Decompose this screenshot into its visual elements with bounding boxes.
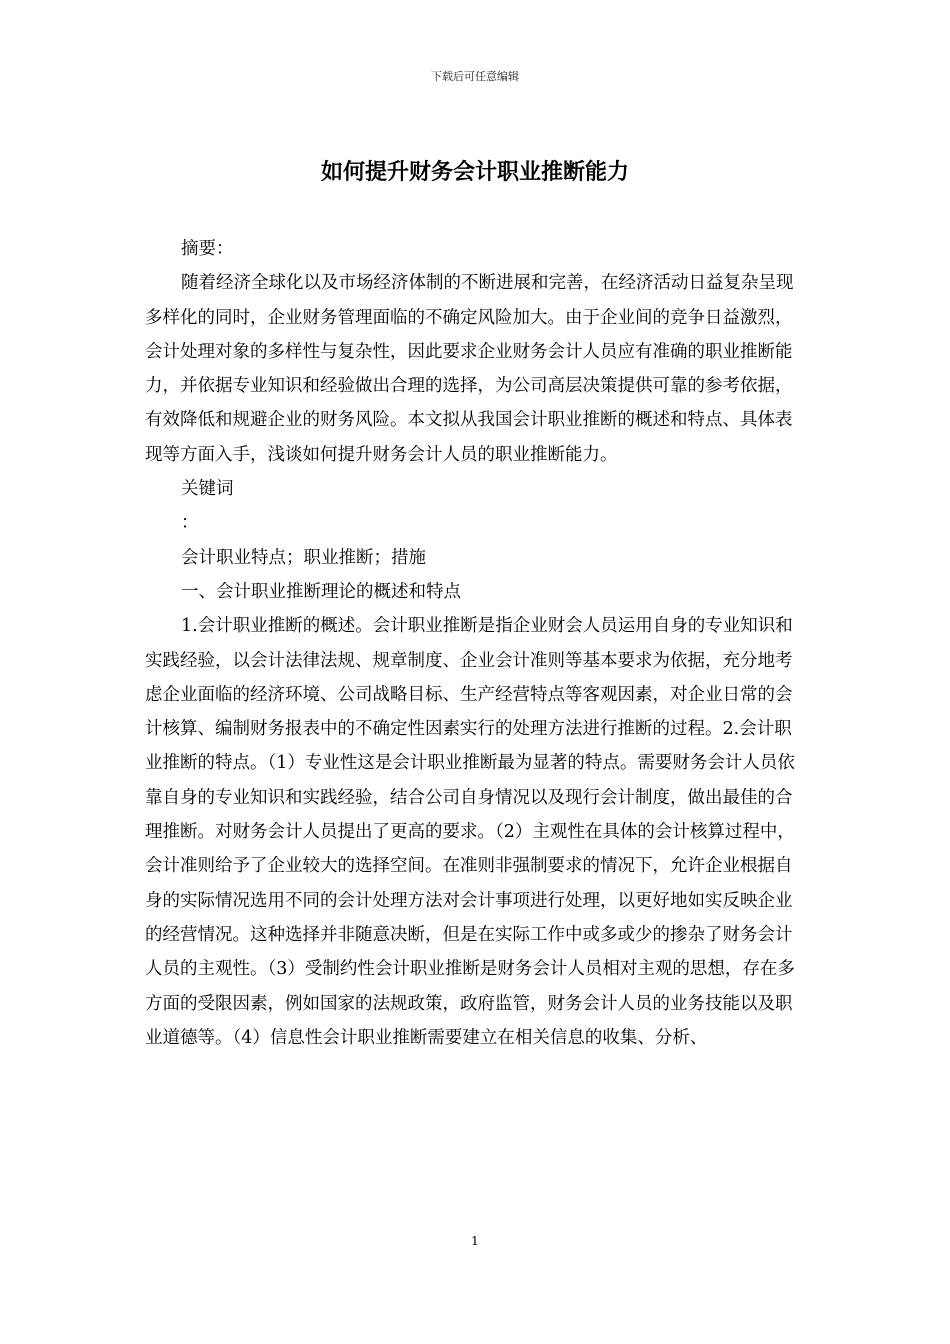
document-body	[145, 232, 805, 1055]
keywords-colon: ：	[181, 513, 199, 534]
section-heading: 一、会计职业推断理论的概述和特点	[181, 581, 461, 602]
keywords-list: 会计职业特点；职业推断；措施	[181, 547, 426, 568]
document-title: 如何提升财务会计职业推断能力	[320, 159, 629, 185]
keywords-label: 关键词	[181, 479, 234, 500]
header-note: 下载后可任意编辑	[431, 70, 519, 83]
abstract-paragraph: 随着经济全球化以及市场经济体制的不断进展和完善，在经济活动日益复杂呈现多样化的同时，企业财务管理面临的不确定风险加大。由于企业间的竞争日益激烈，会计处理对象的多样性与复杂性，因此要求企业财务会计人员应有准确的职业推断能力，并依据专业知识和经验做出合理的选择，为公司高层决策提供可靠的参考依据，有效降低和规避企业的财务风险。本文拟从我国会计职业推断的概述和特点、具体表现等方面入手，浅谈如何提升财务会计人员的职业推断能力。	[145, 273, 794, 465]
abstract-label: 摘要：	[181, 239, 234, 259]
section-paragraph: 1.会计职业推断的概述。会计职业推断是指企业财会人员运用自身的专业知识和实践经验，以会计法律法规、规章制度、企业会计准则等基本要求为依据，充分地考虑企业面临的经济环境、公司战略目标、生产经营特点等客观因素，对企业日常的会计核算、编制财务报表中的不确定性因素实行的处理方法进行推断的过程。2.会计职业推断的特点。（1）专业性这是会计职业推断最为显著的特点。需要财务会计人员依靠自身的专业知识和实践经验，结合公司自身情况以及现行会计制度，做出最佳的合理推断。对财务会计人员提出了更高的要求。（2）主观性在具体的会计核算过程中，会计准则给予了企业较大的选择空间。在准则非强制要求的情况下，允许企业根据自身的实际情况选用不同的会计处理方法对会计事项进行处理，以更好地如实反映企业的经营情况。这种选择并非随意决断，但是在实际工作中或多或少的掺杂了财务会计人员的主观性。（3）受制约性会计职业推断是财务会计人员相对主观的思想，存在多方面的受限因素，例如国家的法规政策，政府监管，财务会计人员的业务技能以及职业道德等。（4）信息性会计职业推断需要建立在相关信息的收集、分析、	[145, 616, 795, 1048]
page-number: 1	[471, 1234, 479, 1248]
